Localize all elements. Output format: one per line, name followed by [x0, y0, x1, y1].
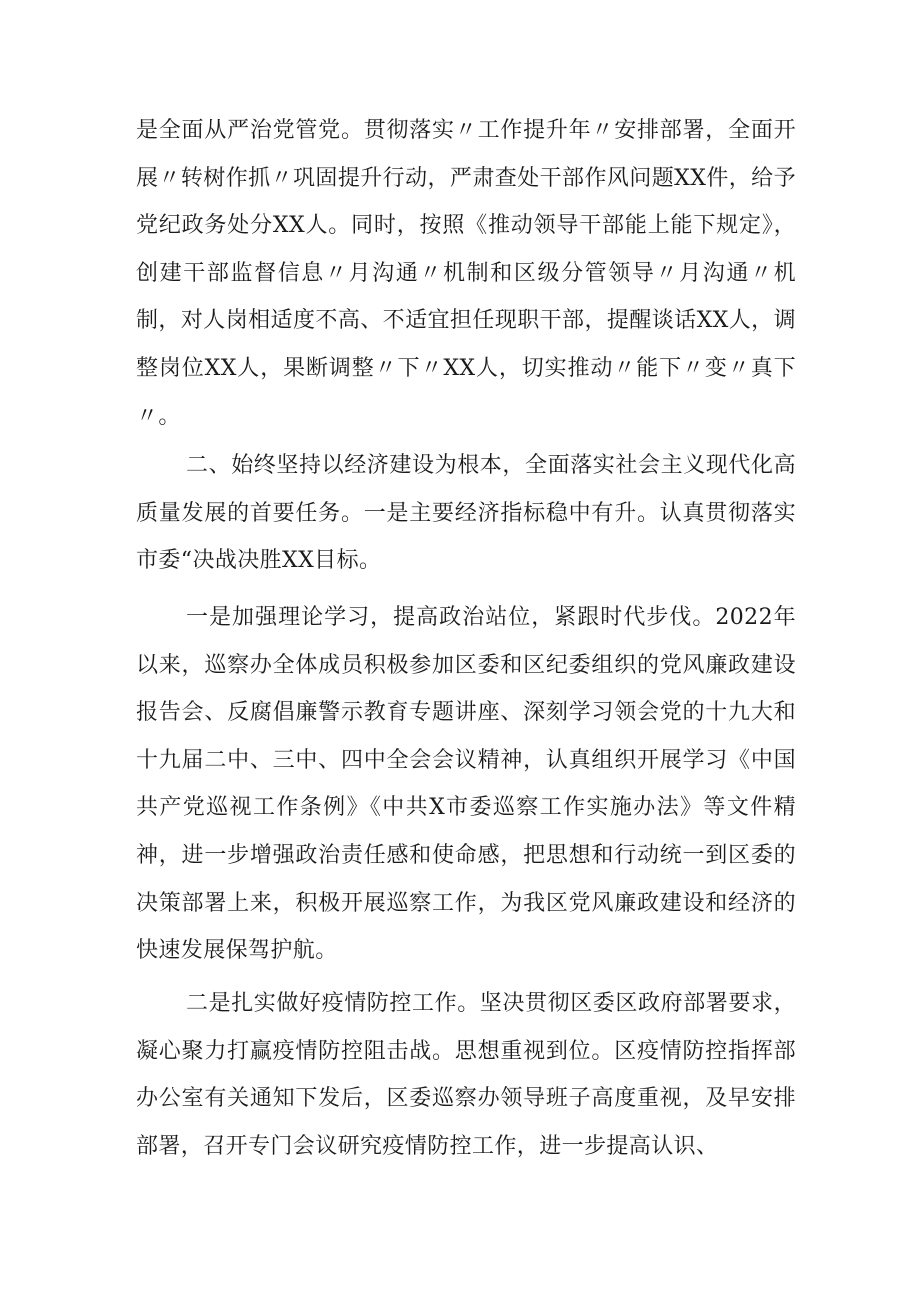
paragraph-theory-study: 一是加强理论学习，提高政治站位，紧跟时代步伐。2022年以来，巡察办全体成员积极参加区委和区纪委组织的党风廉政建设报告会、反腐倡廉警示教育专题讲座、深刻学习领会党的十九大和十九届二中、三中、四中全会会议精神，认真组织开展学习《中国共产党巡视工作条例》《中共X市委巡察工作实施办法》等文件精神，进一步增强政治责任感和使命感，把思想和行动统一到区委的决策部署上来，积极开展巡察工作，为我区党风廉政建设和经济的快速发展保驾护航。: [136, 605, 796, 964]
paragraph-party-discipline: 是全面从严治党管党。贯彻落实〃工作提升年〃安排部署，全面开展〃转树作抓〃巩固提升行动，严肃查处干部作风问题XX件，给予党纪政务处分XX人。同时，按照《推动领导干部能上能下规定》，创建干部监督信息〃月沟通〃机制和区级分管领导〃月沟通〃机制，对人岗相适度不高、不适宜担任现职干部，提醒谈话XX人，调整岗位XX人，果断调整〃下〃XX人，切实推动〃能下〃变〃真下〃。: [136, 118, 796, 429]
paragraph-epidemic-control: 二是扎实做好疫情防控工作。坚决贯彻区委区政府部署要求，凝心聚力打赢疫情防控阻击战。思想重视到位。区疫情防控指挥部办公室有关通知下发后，区委巡察办领导班子高度重视，及早安排部署，召开专门会议研究疫情防控工作，进一步提高认识、: [136, 991, 796, 1159]
paragraph-economic-construction: 二、始终坚持以经济建设为根本，全面落实社会主义现代化高质量发展的首要任务。一是主要经济指标稳中有升。认真贯彻落实市委“决战决胜XX目标。: [136, 453, 796, 574]
